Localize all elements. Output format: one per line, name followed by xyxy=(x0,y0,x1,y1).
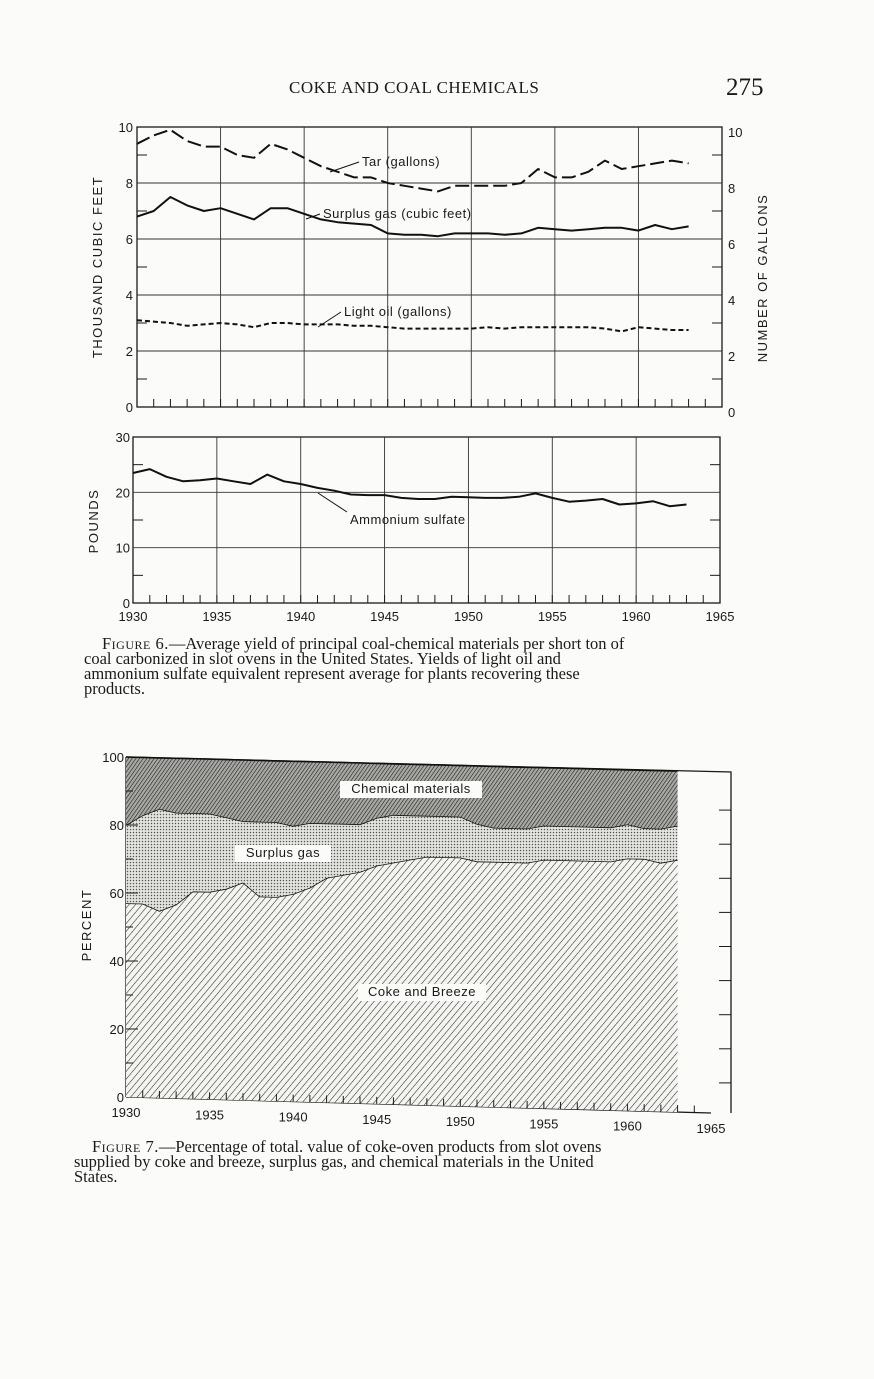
series-label-tar-gallons: Tar (gallons) xyxy=(362,154,441,169)
y2-tick-label: 8 xyxy=(728,181,736,196)
x-tick-label: 1950 xyxy=(445,1114,475,1130)
chart-yields-gas-tar-lightoil xyxy=(90,120,770,420)
x-tick-label: 1935 xyxy=(202,609,232,624)
series-label-surplus-gas-cubic-feet: Surplus gas (cubic feet) xyxy=(323,206,472,221)
y-axis-label: THOUSAND CUBIC FEET xyxy=(90,175,105,359)
figure7-label: Figure 7. xyxy=(92,1137,159,1156)
y-tick-label: 10 xyxy=(118,120,133,135)
x-tick-label: 1960 xyxy=(612,1118,642,1134)
y2-tick-label: 0 xyxy=(728,405,736,420)
x-tick-label: 1940 xyxy=(278,1109,308,1125)
running-head: COKE AND COAL CHEMICALS xyxy=(289,78,540,97)
area-label-chemical-materials: Chemical materials xyxy=(351,781,471,796)
figure7-caption xyxy=(74,1139,742,1184)
y-axis-label: PERCENT xyxy=(79,888,94,962)
y2-axis-label: NUMBER OF GALLONS xyxy=(755,193,770,363)
y2-tick-label: 6 xyxy=(728,237,736,252)
series-line-light-oil-gallons xyxy=(137,320,689,331)
y-tick-label: 100 xyxy=(102,750,124,765)
y-tick-label: 0 xyxy=(116,1090,124,1105)
figure6-caption-line-1: —Average yield of principal coal-chemical materials per short ton of xyxy=(168,634,625,653)
y-tick-label: 0 xyxy=(122,596,130,611)
x-tick-label: 1950 xyxy=(453,609,483,624)
leader-ammonium-sulfate xyxy=(318,493,347,512)
figure6-caption xyxy=(84,636,754,696)
figure7-caption-line-2: supplied by coke and breeze, surplus gas, and chemical materials in the United xyxy=(74,1152,594,1171)
y-tick-label: 30 xyxy=(115,430,130,445)
y-tick-label: 8 xyxy=(125,176,133,191)
y-tick-label: 4 xyxy=(125,288,133,303)
figure7-caption-line-1: —Percentage of total. value of coke-oven products from slot ovens xyxy=(158,1137,602,1156)
x-tick-label: 1955 xyxy=(529,1116,559,1132)
y-tick-label: 10 xyxy=(115,540,130,556)
chart-ammonium-sulfate xyxy=(86,430,734,624)
series-line-ammonium-sulfate xyxy=(133,469,687,506)
x-tick-label: 1955 xyxy=(537,609,567,624)
chart-value-share xyxy=(79,750,731,1136)
x-tick-label: 1945 xyxy=(370,609,400,624)
x-tick-label: 1930 xyxy=(111,1105,141,1120)
area-label-surplus-gas: Surplus gas xyxy=(245,845,321,860)
plot-frame xyxy=(137,127,722,407)
y-tick-label: 0 xyxy=(125,400,133,415)
x-tick-label: 1960 xyxy=(621,609,651,624)
x-tick-label: 1945 xyxy=(362,1111,392,1127)
x-tick-label: 1935 xyxy=(195,1107,225,1123)
x-tick-label: 1965 xyxy=(696,1121,726,1136)
figure6-caption-line-3: ammonium sulfate equivalent represent average for plants recovering these xyxy=(84,664,580,683)
y2-tick-label: 2 xyxy=(728,349,736,364)
y-axis-label: POUNDS xyxy=(86,488,101,554)
area-label-coke-and-breeze: Coke and Breeze xyxy=(368,984,476,999)
y-tick-label: 80 xyxy=(109,818,124,833)
x-tick-label: 1940 xyxy=(286,609,316,624)
y2-tick-label: 10 xyxy=(728,125,743,140)
figure6-label: Figure 6. xyxy=(102,634,169,653)
y-tick-label: 20 xyxy=(109,1022,124,1037)
y-tick-label: 6 xyxy=(125,232,133,247)
series-label-light-oil-gallons: Light oil (gallons) xyxy=(344,304,452,319)
page-number: 275 xyxy=(726,74,764,101)
figure6-caption-line-2: coal carbonized in slot ovens in the United States. Yields of light oil and xyxy=(84,649,561,668)
series-label-ammonium-sulfate: Ammonium sulfate xyxy=(350,512,466,527)
y-tick-label: 20 xyxy=(115,485,130,501)
x-tick-label: 1930 xyxy=(118,609,148,624)
y-tick-label: 60 xyxy=(109,886,124,901)
y-tick-label: 40 xyxy=(109,954,124,969)
y2-tick-label: 4 xyxy=(728,293,736,308)
leader-tar-gallons xyxy=(330,162,359,172)
figure6-caption-line-4: products. xyxy=(84,679,145,698)
figure7-caption-line-3: States. xyxy=(74,1167,118,1186)
x-tick-label: 1965 xyxy=(705,609,735,624)
y-tick-label: 2 xyxy=(125,344,133,359)
